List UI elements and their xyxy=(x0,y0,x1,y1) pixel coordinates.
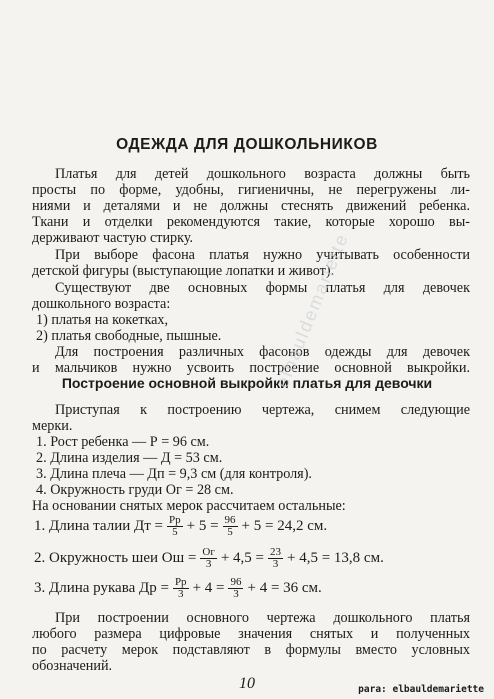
measure-item: 3. Длина плеча — Дп = 9,3 см (для контроля). xyxy=(36,466,312,482)
formula-label: 3. Длина рукава Др = xyxy=(34,580,169,596)
credit-text: para: elbauldemariette xyxy=(358,684,484,695)
fraction xyxy=(167,515,183,538)
formula-result: + 4,5 = 13,8 см. xyxy=(287,550,384,566)
section-heading: Построение основной выкройки платья для девочки xyxy=(61,375,433,391)
numerator: Рр xyxy=(169,514,181,526)
paragraph-3-line-1: Существуют две основных формы платья для девочек xyxy=(55,280,470,296)
measure-item: 2. Длина изделия — Д = 53 см. xyxy=(36,450,223,466)
paragraph-5-line-2: мерки. xyxy=(32,418,73,434)
paragraph-1-line-2: просты по форме, удобны, гигиеничны, не перегружены ли- xyxy=(32,182,470,198)
denominator: 3 xyxy=(272,558,279,570)
paragraph-1-line-3: ниями и деталями и не должны стеснять движений ребенка. xyxy=(32,198,470,214)
formula-mid: + 4,5 = xyxy=(220,550,265,566)
formula-result: + 5 = 24,2 см. xyxy=(241,518,328,534)
formula-result: + 4 = 36 см. xyxy=(247,580,322,596)
page-title: ОДЕЖДА ДЛЯ ДОШКОЛЬНИКОВ xyxy=(116,136,378,153)
paragraph-4-line-2: и мальчиков нужно усвоить построение основной выкройки. xyxy=(32,360,470,376)
page-number: 10 xyxy=(239,675,255,692)
paragraph-6: На основании снятых мерок рассчитаем остальные: xyxy=(32,498,346,514)
formula-label: 2. Окружность шеи Ош = xyxy=(34,550,197,566)
formula-sleeve-length xyxy=(34,577,322,600)
measure-item: 1. Рост ребенка — Р = 96 см. xyxy=(36,434,210,450)
paragraph-1-line-4: Ткани и отделки рекомендуются такие, которые хорошо вы- xyxy=(32,214,470,230)
formula-waist-length xyxy=(34,515,327,538)
fraction xyxy=(223,515,238,538)
paragraph-1-line-1: Платья для детей дошкольного возраста должны быть xyxy=(55,166,470,182)
paragraph-2-line-2: детской фигуры (выступающие лопатки и живот). xyxy=(32,263,335,279)
paragraph-2-line-1: При выборе фасона платья нужно учитывать особенности xyxy=(55,247,470,263)
paragraph-7-line-4: обозначений. xyxy=(32,658,113,674)
denominator: 3 xyxy=(178,588,184,600)
fraction xyxy=(268,547,283,570)
fraction xyxy=(200,547,216,570)
paragraph-5-line-1: Приступая к построению чертежа, снимем следующие xyxy=(55,402,470,418)
numerator: Рр xyxy=(174,576,187,588)
formula-neck-circumference xyxy=(34,547,384,570)
formula-mid: + 5 = xyxy=(186,518,219,534)
numerator: 23 xyxy=(270,546,282,558)
fraction xyxy=(228,577,243,600)
numerator: 96 xyxy=(230,576,242,588)
denominator: 3 xyxy=(233,588,239,600)
list-item: 1) платья на кокетках, xyxy=(36,312,169,328)
watermark: elbauldemariette xyxy=(271,230,353,391)
list-item: 2) платья свободные, пышные. xyxy=(36,328,222,344)
numerator: Ог xyxy=(202,546,215,558)
paragraph-1-line-5: держивают частую стирку. xyxy=(32,230,194,246)
paragraph-7-line-2: любого размера цифровые значения снятых и полученных xyxy=(32,626,470,642)
fraction xyxy=(173,577,189,600)
denominator: 3 xyxy=(205,558,212,570)
numerator: 96 xyxy=(224,514,236,526)
measure-item: 4. Окружность груди Ог = 28 см. xyxy=(36,482,234,498)
paragraph-4-line-1: Для построения различных фасонов одежды для девочек xyxy=(55,344,470,360)
paragraph-7-line-3: по расчету мерок подставляют в формулы вместо условных xyxy=(32,642,470,658)
paragraph-7-line-1: При построении основного чертежа дошкольного платья xyxy=(55,610,470,626)
denominator: 5 xyxy=(172,526,178,538)
formula-label: 1. Длина талии Дт = xyxy=(34,518,163,534)
denominator: 5 xyxy=(227,526,233,538)
paragraph-3-line-2: дошкольного возраста: xyxy=(32,296,171,312)
formula-mid: + 4 = xyxy=(192,580,225,596)
